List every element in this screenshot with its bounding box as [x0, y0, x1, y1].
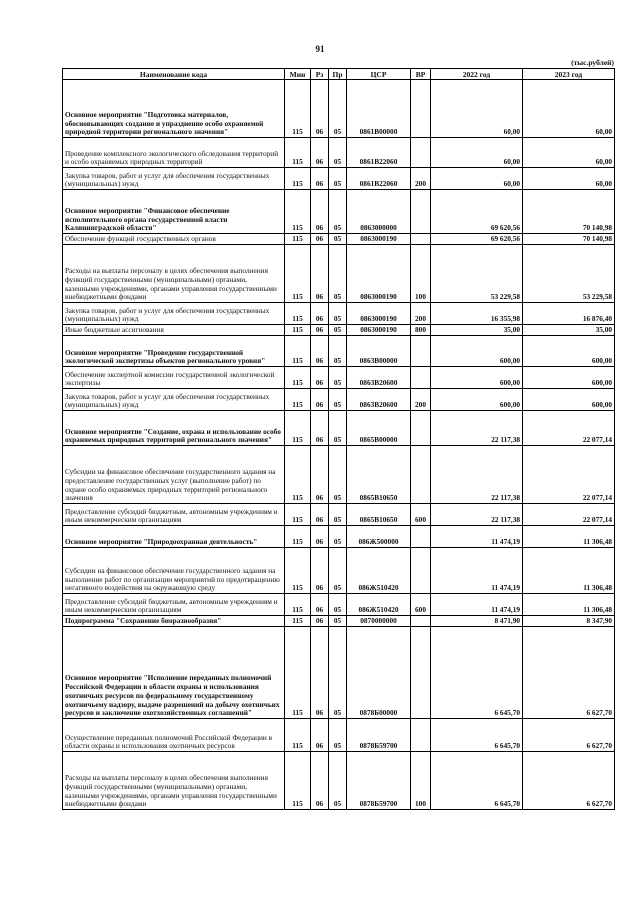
row-amount-2023: 11 306,48: [523, 548, 615, 594]
row-amount-2022: 60,00: [431, 80, 523, 138]
row-amount-2023: 22 077,14: [523, 446, 615, 504]
row-name: Обеспечение экспертной комиссии государственной экологической экспертизы: [63, 367, 285, 389]
table-row: [63, 446, 615, 504]
row-min: 115: [285, 190, 311, 234]
table-row: [63, 719, 615, 752]
header-csr: ЦСР: [347, 69, 411, 80]
row-vr: [411, 411, 431, 446]
row-rz: 06: [311, 325, 329, 336]
row-amount-2023: 6 627,70: [523, 627, 615, 719]
row-pr: 05: [329, 234, 347, 245]
row-min: 115: [285, 627, 311, 719]
row-rz: 06: [311, 526, 329, 548]
row-min: 115: [285, 234, 311, 245]
row-amount-2023: 22 077,14: [523, 411, 615, 446]
row-name: Обеспечение функций государственных органов: [63, 234, 285, 245]
row-rz: 06: [311, 367, 329, 389]
row-pr: 05: [329, 504, 347, 526]
row-pr: 05: [329, 138, 347, 168]
row-min: 115: [285, 446, 311, 504]
table-row: [63, 190, 615, 234]
row-min: 115: [285, 303, 311, 325]
row-csr: 0863000000: [347, 190, 411, 234]
row-csr: 0861В22060: [347, 168, 411, 190]
row-rz: 06: [311, 627, 329, 719]
row-vr: 600: [411, 504, 431, 526]
row-csr: 0863В20600: [347, 367, 411, 389]
row-pr: 05: [329, 411, 347, 446]
row-rz: 06: [311, 234, 329, 245]
row-min: 115: [285, 719, 311, 752]
row-csr: 0870000000: [347, 616, 411, 627]
row-vr: [411, 367, 431, 389]
row-vr: [411, 336, 431, 367]
row-min: 115: [285, 245, 311, 303]
row-name: Расходы на выплаты персоналу в целях обеспечения выполнения функций государственными (муниципальными) органами, казенными учреждениями, органами управления государственными внебюджетными фондами: [63, 245, 285, 303]
units-label: (тыс.рублей): [571, 58, 614, 67]
row-name: Расходы на выплаты персоналу в целях обеспечения выполнения функций государственными (муниципальными) органами, казенными учреждениями, органами управления государственными внебюджетными фондами: [63, 752, 285, 810]
row-vr: 200: [411, 168, 431, 190]
row-min: 115: [285, 411, 311, 446]
row-rz: 06: [311, 548, 329, 594]
row-amount-2023: 11 306,48: [523, 594, 615, 616]
row-csr: 0865В10650: [347, 504, 411, 526]
row-rz: 06: [311, 752, 329, 810]
row-amount-2023: 16 876,40: [523, 303, 615, 325]
row-amount-2023: 11 306,48: [523, 526, 615, 548]
row-amount-2022: 22 117,38: [431, 504, 523, 526]
row-name: Закупка товаров, работ и услуг для обеспечения государственных (муниципальных) нужд: [63, 389, 285, 411]
row-rz: 06: [311, 389, 329, 411]
row-vr: [411, 80, 431, 138]
row-pr: 05: [329, 548, 347, 594]
row-rz: 06: [311, 446, 329, 504]
row-min: 115: [285, 168, 311, 190]
table-row: [63, 752, 615, 810]
row-csr: 0861В00000: [347, 80, 411, 138]
row-name: Осуществление переданных полномочий Российской Федерации в области охраны и использования охотничьих ресурсов: [63, 719, 285, 752]
table-row: [63, 168, 615, 190]
row-name: Закупка товаров, работ и услуг для обеспечения государственных (муниципальных) нужд: [63, 303, 285, 325]
row-pr: 05: [329, 336, 347, 367]
row-amount-2023: 53 229,58: [523, 245, 615, 303]
row-name: Основное мероприятие "Создание, охрана и использование особо охраняемых природных территорий регионального значения": [63, 411, 285, 446]
row-pr: 05: [329, 367, 347, 389]
header-2023: 2023 год: [523, 69, 615, 80]
row-name: Основное мероприятие "Подготовка материалов, обосновывающих создание и упразднение особо охраняемой природной территории регионального значения": [63, 80, 285, 138]
row-min: 115: [285, 752, 311, 810]
row-pr: 05: [329, 594, 347, 616]
row-rz: 06: [311, 245, 329, 303]
row-csr: 0878Б59700: [347, 719, 411, 752]
row-csr: 0878Б59700: [347, 752, 411, 810]
row-vr: 600: [411, 594, 431, 616]
row-name: Основное мероприятие "Исполнение переданных полномочий Российской Федерации в области охраны и использования охотничьих ресурсов по федеральному государственному охотничьему надзору, выдаче разрешений на добычу охотничьих ресурсов и заключение охотхозяйственных соглашений": [63, 627, 285, 719]
row-name: Предоставление субсидий бюджетным, автономным учреждениям и иным некоммерческим организациям: [63, 504, 285, 526]
row-rz: 06: [311, 138, 329, 168]
row-vr: [411, 526, 431, 548]
row-csr: 0863000190: [347, 245, 411, 303]
row-rz: 06: [311, 80, 329, 138]
row-vr: 100: [411, 245, 431, 303]
row-amount-2023: 6 627,70: [523, 719, 615, 752]
row-csr: 0861В22060: [347, 138, 411, 168]
row-vr: [411, 616, 431, 627]
row-amount-2022: 11 474,19: [431, 526, 523, 548]
row-rz: 06: [311, 336, 329, 367]
row-vr: [411, 627, 431, 719]
table-row: [63, 245, 615, 303]
table-row: [63, 336, 615, 367]
row-vr: [411, 138, 431, 168]
row-pr: 05: [329, 190, 347, 234]
row-csr: 0863В20600: [347, 389, 411, 411]
row-amount-2023: 70 140,98: [523, 234, 615, 245]
table-row: [63, 303, 615, 325]
row-amount-2022: 35,00: [431, 325, 523, 336]
row-csr: 0863000190: [347, 325, 411, 336]
row-amount-2022: 22 117,38: [431, 446, 523, 504]
row-csr: 0865В00000: [347, 411, 411, 446]
row-name: Подпрограмма "Сохранение биоразнообразия": [63, 616, 285, 627]
row-min: 115: [285, 389, 311, 411]
row-name: Основное мероприятие "Природоохранная деятельность": [63, 526, 285, 548]
row-amount-2022: 600,00: [431, 367, 523, 389]
row-name: Основное мероприятие "Финансовое обеспечение исполнительного органа государственной власти Калининградской области": [63, 190, 285, 234]
page-number: 91: [315, 44, 325, 54]
row-amount-2023: 600,00: [523, 389, 615, 411]
row-amount-2022: 16 355,98: [431, 303, 523, 325]
row-amount-2022: 600,00: [431, 336, 523, 367]
row-vr: 200: [411, 303, 431, 325]
row-amount-2023: 6 627,70: [523, 752, 615, 810]
table-row: [63, 504, 615, 526]
row-csr: 0863000190: [347, 234, 411, 245]
row-pr: 05: [329, 719, 347, 752]
row-csr: 0878Б00000: [347, 627, 411, 719]
row-csr: 0863В00000: [347, 336, 411, 367]
row-pr: 05: [329, 752, 347, 810]
row-min: 115: [285, 616, 311, 627]
row-amount-2022: 11 474,19: [431, 594, 523, 616]
table-row: [63, 594, 615, 616]
row-amount-2023: 35,00: [523, 325, 615, 336]
row-name: Закупка товаров, работ и услуг для обеспечения государственных (муниципальных) нужд: [63, 168, 285, 190]
row-vr: [411, 190, 431, 234]
row-amount-2022: 600,00: [431, 389, 523, 411]
row-min: 115: [285, 325, 311, 336]
row-amount-2022: 22 117,38: [431, 411, 523, 446]
row-amount-2022: 53 229,58: [431, 245, 523, 303]
row-min: 115: [285, 336, 311, 367]
row-rz: 06: [311, 411, 329, 446]
row-rz: 06: [311, 616, 329, 627]
row-pr: 05: [329, 389, 347, 411]
row-vr: 800: [411, 325, 431, 336]
row-pr: 05: [329, 325, 347, 336]
row-vr: [411, 446, 431, 504]
row-vr: [411, 548, 431, 594]
row-rz: 06: [311, 303, 329, 325]
row-rz: 06: [311, 168, 329, 190]
row-vr: [411, 719, 431, 752]
row-min: 115: [285, 80, 311, 138]
row-csr: 0863000190: [347, 303, 411, 325]
row-amount-2022: 69 620,56: [431, 234, 523, 245]
header-min: Мин: [285, 69, 311, 80]
row-amount-2023: 70 140,98: [523, 190, 615, 234]
row-pr: 05: [329, 168, 347, 190]
header-pr: Пр: [329, 69, 347, 80]
table-row: [63, 389, 615, 411]
row-csr: 086Ж500000: [347, 526, 411, 548]
row-csr: 086Ж510420: [347, 594, 411, 616]
header-rz: Рз: [311, 69, 329, 80]
row-pr: 05: [329, 526, 347, 548]
row-min: 115: [285, 594, 311, 616]
row-amount-2023: 600,00: [523, 367, 615, 389]
header-name: Наименование кода: [63, 69, 285, 80]
row-pr: 05: [329, 627, 347, 719]
row-rz: 06: [311, 719, 329, 752]
row-amount-2022: 11 474,19: [431, 548, 523, 594]
row-name: Субсидии на финансовое обеспечение государственного задания на выполнение работ по организации мероприятий по предотвращению негативного воздействия на окружающую среду: [63, 548, 285, 594]
table-row: [63, 80, 615, 138]
table-row: [63, 616, 615, 627]
row-amount-2023: 60,00: [523, 138, 615, 168]
header-2022: 2022 год: [431, 69, 523, 80]
row-amount-2023: 22 077,14: [523, 504, 615, 526]
table-row: [63, 325, 615, 336]
row-vr: [411, 234, 431, 245]
table-row: [63, 367, 615, 389]
row-pr: 05: [329, 616, 347, 627]
row-csr: 0865В10650: [347, 446, 411, 504]
table-row: [63, 234, 615, 245]
row-min: 115: [285, 367, 311, 389]
row-amount-2022: 8 471,90: [431, 616, 523, 627]
row-name: Предоставление субсидий бюджетным, автономным учреждениям и иным некоммерческим организациям: [63, 594, 285, 616]
header-vr: ВР: [411, 69, 431, 80]
row-pr: 05: [329, 80, 347, 138]
row-csr: 086Ж510420: [347, 548, 411, 594]
row-name: Проведение комплексного экологического обследования территорий и особо охраняемых природных территорий: [63, 138, 285, 168]
table-row: [63, 411, 615, 446]
table-row: [63, 526, 615, 548]
row-pr: 05: [329, 446, 347, 504]
row-min: 115: [285, 504, 311, 526]
row-name: Основное мероприятие "Проведение государственной экологической экспертизы объектов регионального уровня": [63, 336, 285, 367]
row-amount-2022: 6 645,70: [431, 719, 523, 752]
row-amount-2023: 60,00: [523, 80, 615, 138]
table-row: [63, 138, 615, 168]
row-pr: 05: [329, 303, 347, 325]
table-header-row: [63, 69, 615, 80]
row-amount-2022: 6 645,70: [431, 752, 523, 810]
row-amount-2022: 60,00: [431, 138, 523, 168]
row-name: Субсидии на финансовое обеспечение государственного задания на предоставление государственных услуг (выполнение работ) по охране особо охраняемых природных территорий регионального значения: [63, 446, 285, 504]
row-amount-2022: 69 620,56: [431, 190, 523, 234]
row-min: 115: [285, 548, 311, 594]
budget-table: [62, 68, 615, 810]
row-vr: 100: [411, 752, 431, 810]
row-vr: 200: [411, 389, 431, 411]
row-amount-2023: 600,00: [523, 336, 615, 367]
row-amount-2022: 6 645,70: [431, 627, 523, 719]
row-rz: 06: [311, 594, 329, 616]
row-rz: 06: [311, 190, 329, 234]
row-min: 115: [285, 138, 311, 168]
row-name: Иные бюджетные ассигнования: [63, 325, 285, 336]
table-row: [63, 548, 615, 594]
row-amount-2023: 8 347,90: [523, 616, 615, 627]
row-min: 115: [285, 526, 311, 548]
row-pr: 05: [329, 245, 347, 303]
row-amount-2022: 60,00: [431, 168, 523, 190]
row-rz: 06: [311, 504, 329, 526]
row-amount-2023: 60,00: [523, 168, 615, 190]
table-row: [63, 627, 615, 719]
